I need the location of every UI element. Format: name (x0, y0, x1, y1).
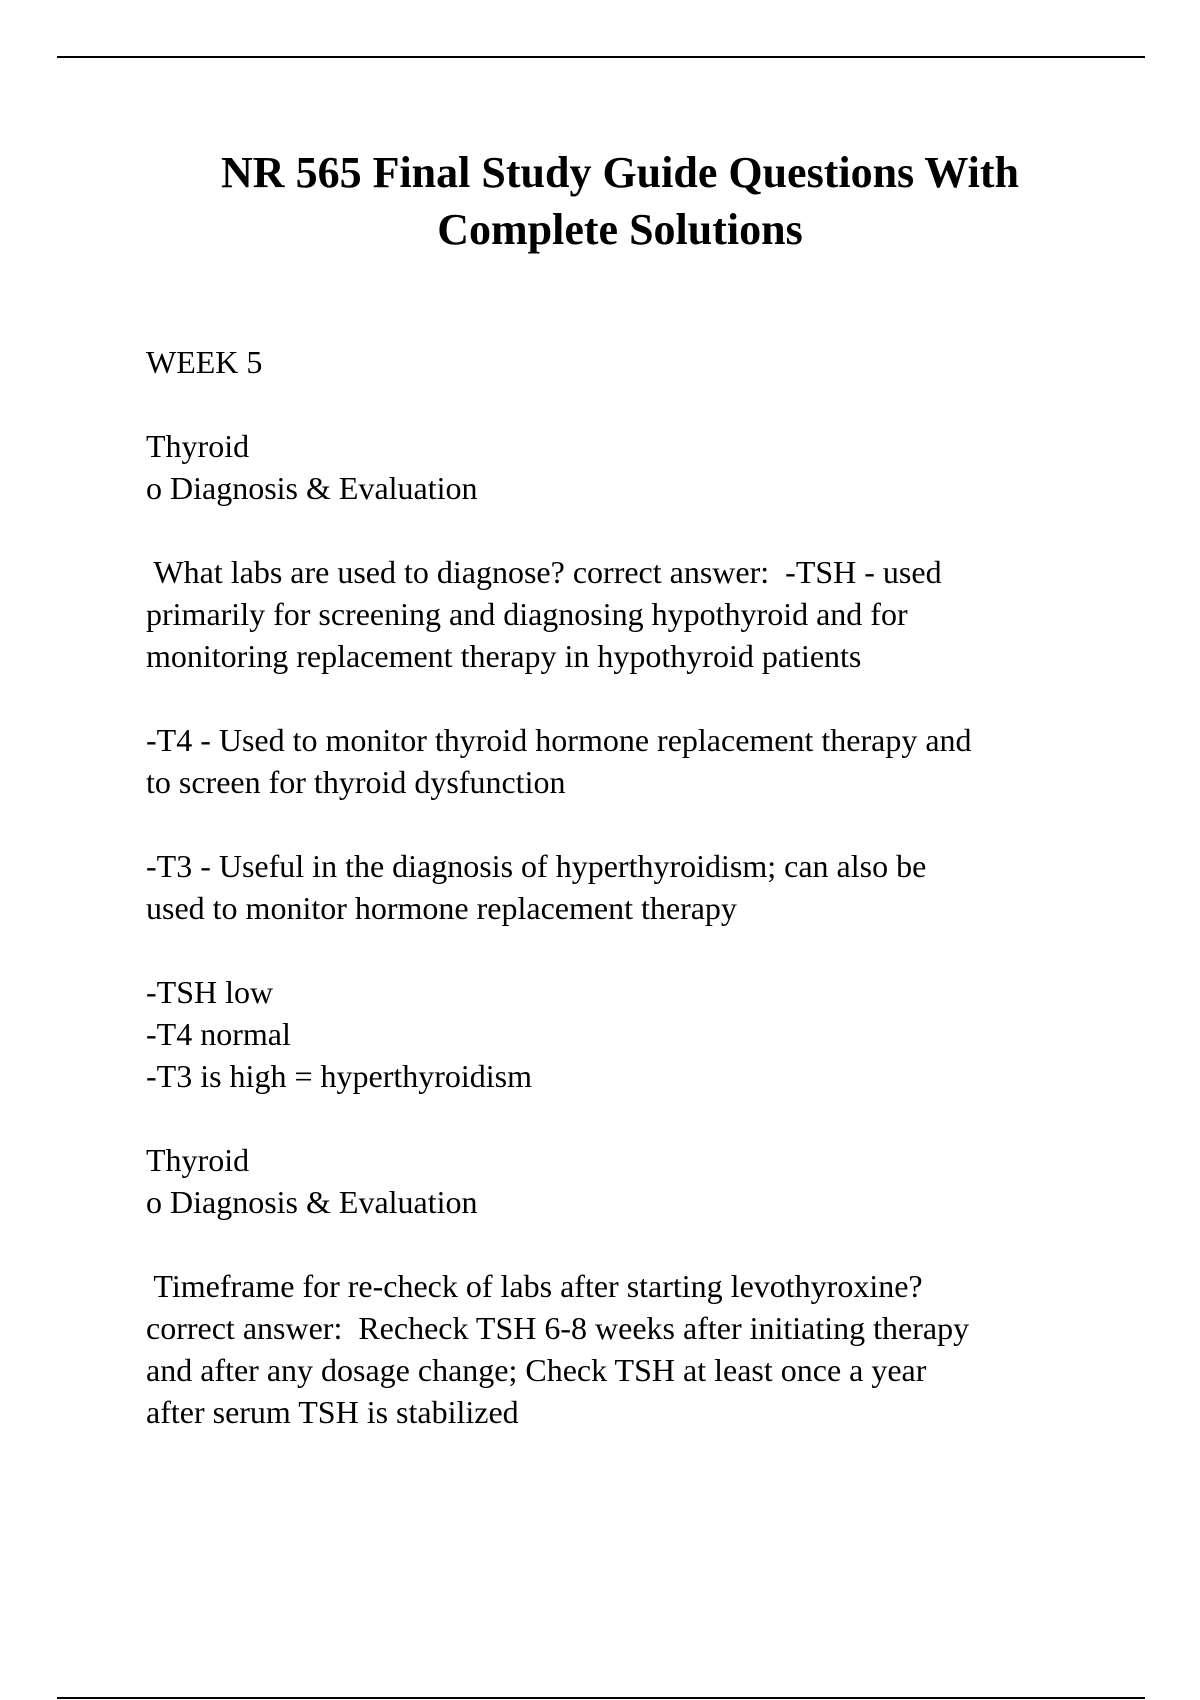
question-text: Timeframe for re-check of labs after starting levothyroxine? (146, 1268, 923, 1304)
t4-text: -T4 - Used to monitor thyroid hormone replacement therapy and (146, 722, 972, 758)
subtopic-heading: o Diagnosis & Evaluation (146, 1184, 478, 1220)
week-heading: WEEK 5 (146, 344, 263, 380)
page-title (140, 144, 1100, 258)
question-text: and after any dosage change; Check TSH at least once a year (146, 1352, 927, 1388)
title-line: Complete Solutions (437, 205, 803, 254)
paragraph-gap (146, 1223, 1106, 1265)
question-text: What labs are used to diagnose? correct answer: -TSH - used (146, 554, 942, 590)
paragraph-gap (146, 929, 1106, 971)
t4-text: to screen for thyroid dysfunction (146, 764, 566, 800)
summary-item: -TSH low (146, 974, 274, 1010)
t3-text: -T3 - Useful in the diagnosis of hyperthyroidism; can also be (146, 848, 927, 884)
paragraph-gap (146, 677, 1106, 719)
bottom-divider (57, 1697, 1145, 1699)
summary-item: -T3 is high = hyperthyroidism (146, 1058, 533, 1094)
summary-item: -T4 normal (146, 1016, 291, 1052)
paragraph-gap (146, 1097, 1106, 1139)
topic-heading: Thyroid (146, 1142, 250, 1178)
topic-heading: Thyroid (146, 428, 250, 464)
paragraph-gap (146, 383, 1106, 425)
paragraph-gap (146, 509, 1106, 551)
question-text: primarily for screening and diagnosing hypothyroid and for (146, 596, 908, 632)
title-line: NR 565 Final Study Guide Questions With (221, 148, 1019, 197)
paragraph-gap (146, 803, 1106, 845)
top-divider (57, 56, 1145, 58)
question-text: correct answer: Recheck TSH 6-8 weeks after initiating therapy (146, 1310, 970, 1346)
subtopic-heading: o Diagnosis & Evaluation (146, 470, 478, 506)
question-text: after serum TSH is stabilized (146, 1394, 519, 1430)
document-body (146, 341, 1106, 1433)
question-text: monitoring replacement therapy in hypothyroid patients (146, 638, 862, 674)
t3-text: used to monitor hormone replacement therapy (146, 890, 737, 926)
